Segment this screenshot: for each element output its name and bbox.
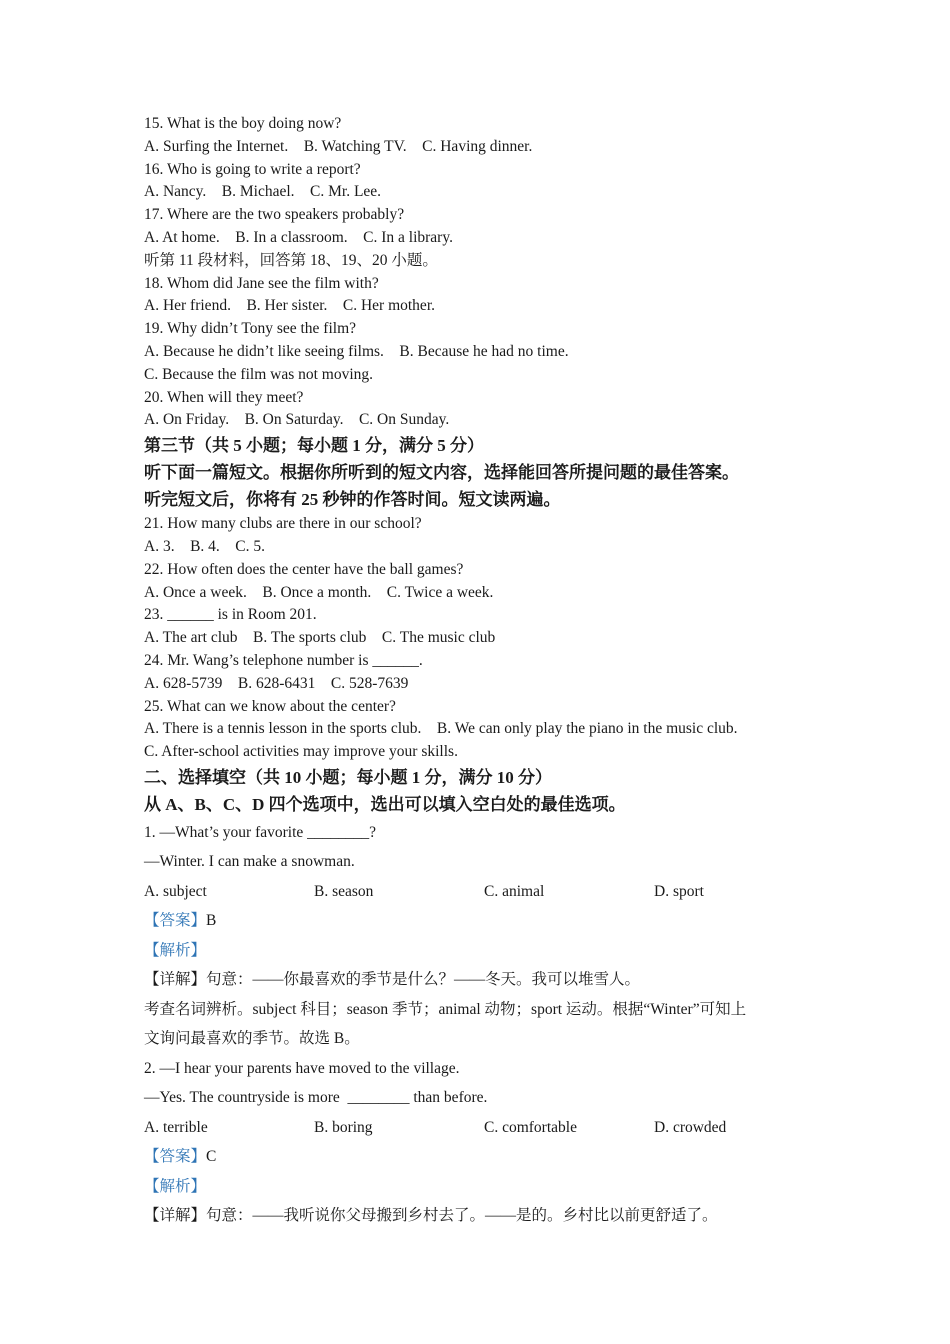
answer-label: 【答案】 [144,1148,207,1166]
part-heading: 二、选择填空（共 10 小题；每小题 1 分，满分 10 分） [144,767,552,787]
question-line: 22. How often does the center have the ball games? [144,560,464,578]
question-line: 16. Who is going to write a report? [144,160,361,178]
passage-block [144,513,824,764]
analysis-label: 【解析】 [144,1177,207,1195]
option-a: A. subject [144,882,207,900]
option-b: B. boring [314,1118,373,1136]
options-line: C. After-school activities may improve your skills. [144,743,458,761]
question-line: 17. Where are the two speakers probably? [144,206,405,224]
options-line: A. The art club B. The sports club C. The music club [144,629,496,647]
question-line: 25. What can we know about the center? [144,697,396,715]
question-line: 18. Whom did Jane see the film with? [144,274,379,292]
option-d: D. sport [654,882,704,900]
options-line: A. At home. B. In a classroom. C. In a library. [144,228,453,246]
question-stem: 1. —What’s your favorite ________? [144,823,377,841]
option-d: D. crowded [654,1118,727,1136]
explanation-line: 文询问最喜欢的季节。故选 B。 [144,1030,360,1048]
options-line: A. Because he didn’t like seeing films. B. Because he had no time. [144,342,569,360]
answer-value: B [206,912,217,930]
section-instruction: 听完短文后，你将有 25 秒钟的作答时间。短文读两遍。 [144,490,561,510]
answer-line [144,1142,824,1172]
answer-label: 【答案】 [144,912,207,930]
options-line: A. On Friday. B. On Saturday. C. On Sunday. [144,411,450,429]
question-stem: 2. —I hear your parents have moved to the village. [144,1059,460,1077]
question-line: 21. How many clubs are there in our school? [144,515,422,533]
analysis-label: 【解析】 [144,941,207,959]
options-line: C. Because the film was not moving. [144,365,374,383]
question-reply: —Winter. I can make a snowman. [144,853,355,871]
question-line: 23. ______ is in Room 201. [144,606,317,624]
detail-line: 【详解】句意：——我听说你父母搬到乡村去了。——是的。乡村比以前更舒适了。 [144,1207,718,1225]
options-line: A. 3. B. 4. C. 5. [144,537,265,555]
section-heading: 第三节（共 5 小题；每小题 1 分，满分 5 分） [144,436,484,456]
detail-line: 【详解】句意：——你最喜欢的季节是什么？——冬天。我可以堆雪人。 [144,971,641,989]
options-line: A. There is a tennis lesson in the sports club. B. We can only play the piano in the music club. [144,720,738,738]
explanation-line: 考查名词辨析。subject 科目；season 季节；animal 动物；sport 运动。根据“Winter”可知上 [144,1000,747,1018]
option-a: A. terrible [144,1118,208,1136]
options-row [144,877,824,907]
option-c: C. animal [484,882,545,900]
answer-line [144,906,824,936]
question-reply: —Yes. The countryside is more ________ than before. [144,1089,488,1107]
question-1 [144,818,824,1054]
options-line: A. Surfing the Internet. B. Watching TV. C. Having dinner. [144,137,533,155]
question-line: 19. Why didn’t Tony see the film? [144,320,357,338]
section-note: 听第 11 段材料，回答第 18、19、20 小题。 [144,251,438,269]
listening-block [144,113,824,432]
options-row [144,1113,824,1143]
options-line: A. 628-5739 B. 628-6431 C. 528-7639 [144,674,409,692]
question-line: 15. What is the boy doing now? [144,115,342,132]
exam-page [144,113,824,1231]
section-instruction: 听下面一篇短文。根据你所听到的短文内容，选择能回答所提问题的最佳答案。 [144,463,739,483]
options-line: A. Her friend. B. Her sister. C. Her mother. [144,297,435,315]
answer-value: C [206,1148,217,1166]
question-line: 20. When will they meet? [144,388,304,406]
options-line: A. Once a week. B. Once a month. C. Twice a week. [144,583,494,601]
question-line: 24. Mr. Wang’s telephone number is ______. [144,651,423,669]
option-b: B. season [314,882,374,900]
part-instruction: 从 A、B、C、D 四个选项中，选出可以填入空白处的最佳选项。 [144,794,626,814]
option-c: C. comfortable [484,1118,577,1136]
options-line: A. Nancy. B. Michael. C. Mr. Lee. [144,183,382,201]
question-2 [144,1054,824,1231]
